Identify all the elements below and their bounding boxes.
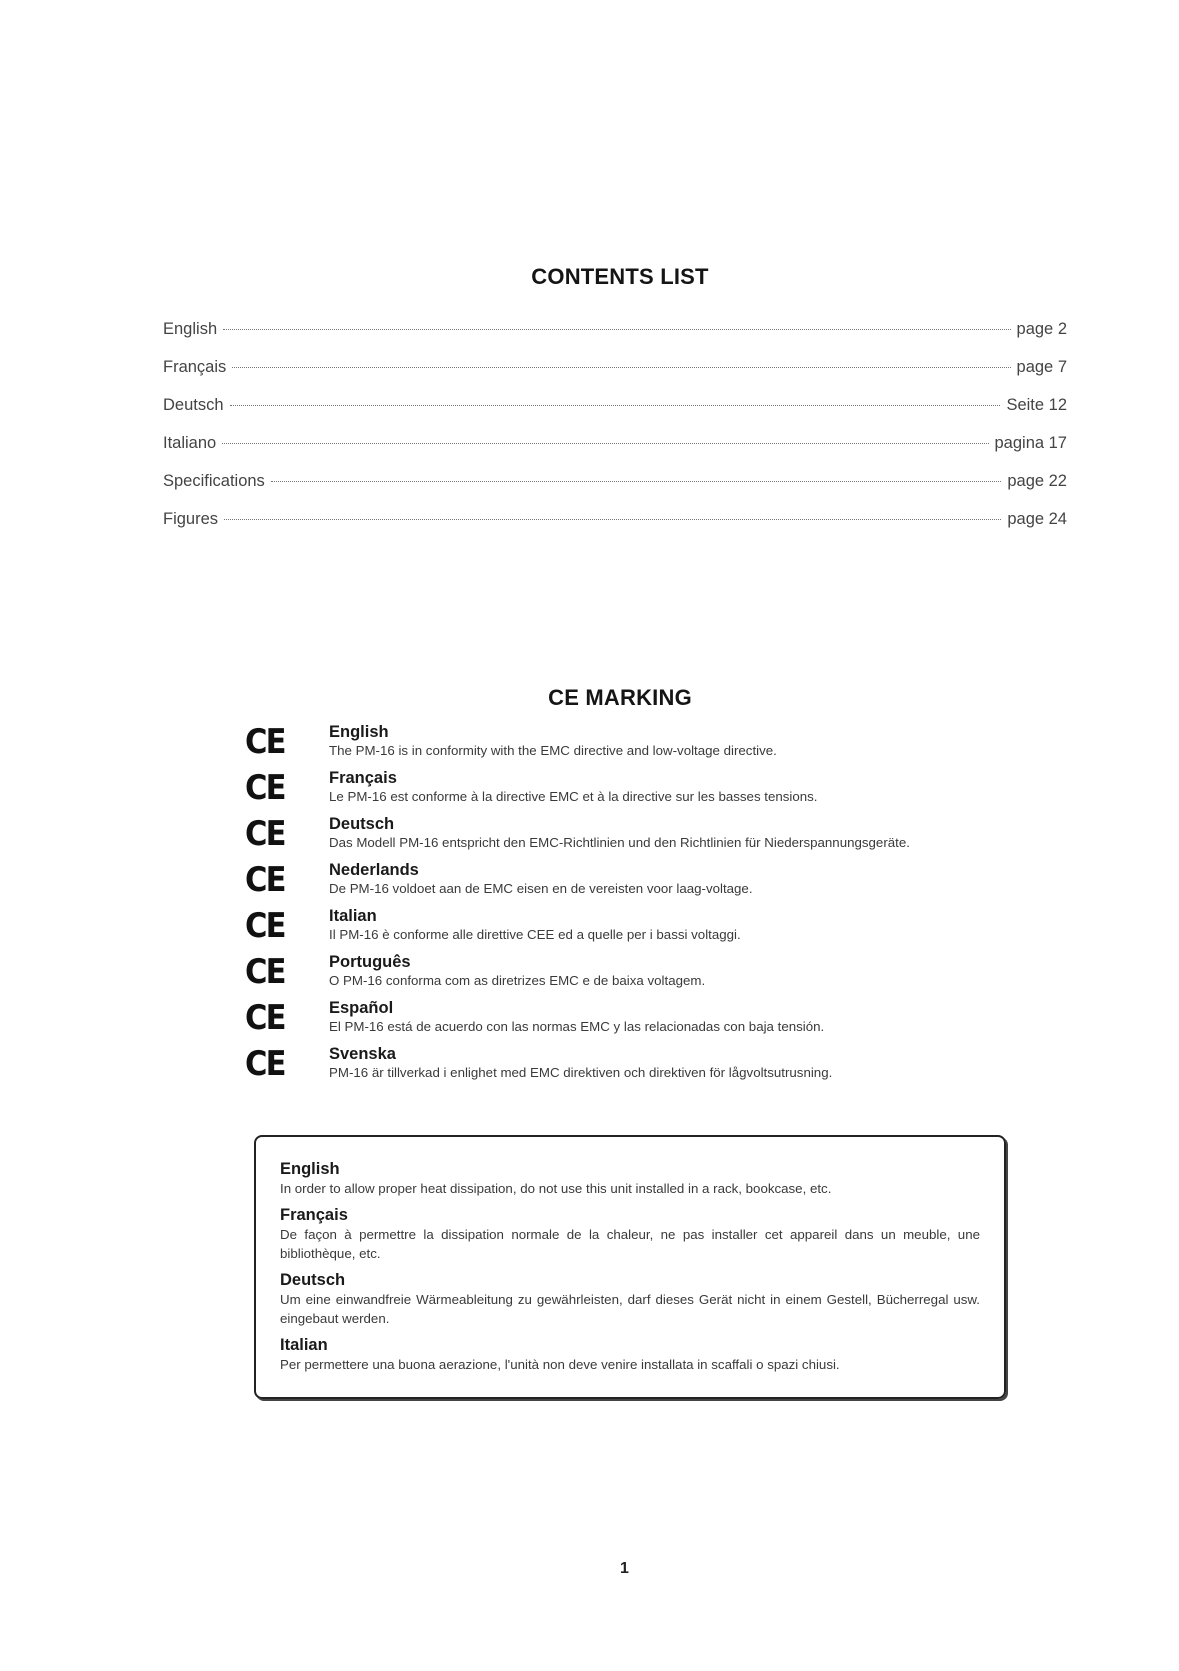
ce-mark-icon: CE [245,722,285,762]
ce-marking-list [243,721,1043,1089]
ce-mark-icon: CE [245,998,285,1038]
toc-leader [223,329,1010,330]
ce-language: Français [329,769,397,787]
ce-item-svenska [243,1043,1043,1089]
ce-item-english [243,721,1043,767]
notice-english [280,1159,980,1198]
toc-row-francais [163,358,1067,396]
contents-list [163,320,1067,548]
heat-dissipation-notice [254,1135,1006,1399]
notice-language: Deutsch [280,1271,346,1289]
toc-label: Figures [163,510,219,528]
toc-row-italiano [163,434,1067,472]
toc-leader [222,443,988,444]
ce-item-espanol [243,997,1043,1043]
page-number: 1 [620,1560,629,1577]
ce-mark-icon: CE [245,952,285,992]
toc-leader [271,481,1002,482]
contents-title: CONTENTS LIST [531,264,709,289]
ce-statement: Le PM-16 est conforme à la directive EMC et à la directive sur les basses tensions. [329,789,818,804]
toc-row-deutsch [163,396,1067,434]
toc-leader [232,367,1010,368]
ce-statement: Das Modell PM-16 entspricht den EMC-Richtlinien und den Richtlinien für Niederspannungsgeräte. [329,835,910,850]
toc-leader [230,405,1001,406]
ce-mark-icon: CE [245,768,285,808]
toc-label: English [163,320,218,338]
notice-text: De façon à permettre la dissipation normale de la chaleur, ne pas installer cet appareil dans un meuble, une bibliothèque, etc. [280,1227,980,1261]
notice-text: In order to allow proper heat dissipation, do not use this unit installed in a rack, bookcase, etc. [280,1181,832,1196]
ce-statement: The PM-16 is in conformity with the EMC directive and low-voltage directive. [329,743,777,758]
toc-row-figures [163,510,1067,548]
toc-label: Français [163,358,227,376]
toc-page: page 22 [1007,472,1067,490]
notice-francais [280,1205,980,1263]
notice-text: Um eine einwandfreie Wärmeableitung zu gewährleisten, darf dieses Gerät nicht in einem Gestell, Bücherregal usw. eingebaut werden. [280,1292,980,1326]
ce-language: English [329,723,389,741]
notice-text: Per permettere una buona aerazione, l'unità non deve venire installata in scaffali o spazi chiusi. [280,1357,840,1372]
notice-language: Français [280,1206,348,1224]
ce-item-portugues [243,951,1043,997]
ce-item-deutsch [243,813,1043,859]
ce-mark-icon: CE [245,860,285,900]
ce-item-nederlands [243,859,1043,905]
ce-item-italian [243,905,1043,951]
ce-language: Español [329,999,394,1017]
toc-page: pagina 17 [994,434,1067,452]
toc-row-english [163,320,1067,358]
toc-page: page 2 [1016,320,1067,338]
toc-page: Seite 12 [1006,396,1067,414]
toc-label: Specifications [163,472,265,490]
toc-page: page 7 [1016,358,1067,376]
notice-language: English [280,1160,340,1178]
ce-statement: PM-16 är tillverkad i enlighet med EMC direktiven och direktiven för lågvoltsutrusning. [329,1065,833,1080]
notice-italian [280,1335,980,1374]
toc-label: Italiano [163,434,217,452]
ce-language: Deutsch [329,815,395,833]
ce-statement: El PM-16 está de acuerdo con las normas EMC y las relacionadas con baja tensión. [329,1019,825,1034]
toc-leader [224,519,1001,520]
toc-row-specifications [163,472,1067,510]
ce-language: Svenska [329,1045,396,1063]
ce-statement: O PM-16 conforma com as diretrizes EMC e de baixa voltagem. [329,973,706,988]
ce-language: Português [329,953,411,971]
ce-mark-icon: CE [245,906,285,946]
ce-item-francais [243,767,1043,813]
toc-label: Deutsch [163,396,224,414]
notice-language: Italian [280,1336,328,1354]
ce-statement: Il PM-16 è conforme alle direttive CEE ed a quelle per i bassi voltaggi. [329,927,741,942]
toc-page: page 24 [1007,510,1067,528]
ce-marking-title: CE MARKING [548,685,692,710]
ce-language: Nederlands [329,861,419,879]
ce-statement: De PM-16 voldoet aan de EMC eisen en de vereisten voor laag-voltage. [329,881,753,896]
ce-language: Italian [329,907,377,925]
ce-mark-icon: CE [245,814,285,854]
ce-mark-icon: CE [245,1044,285,1084]
notice-deutsch [280,1270,980,1328]
